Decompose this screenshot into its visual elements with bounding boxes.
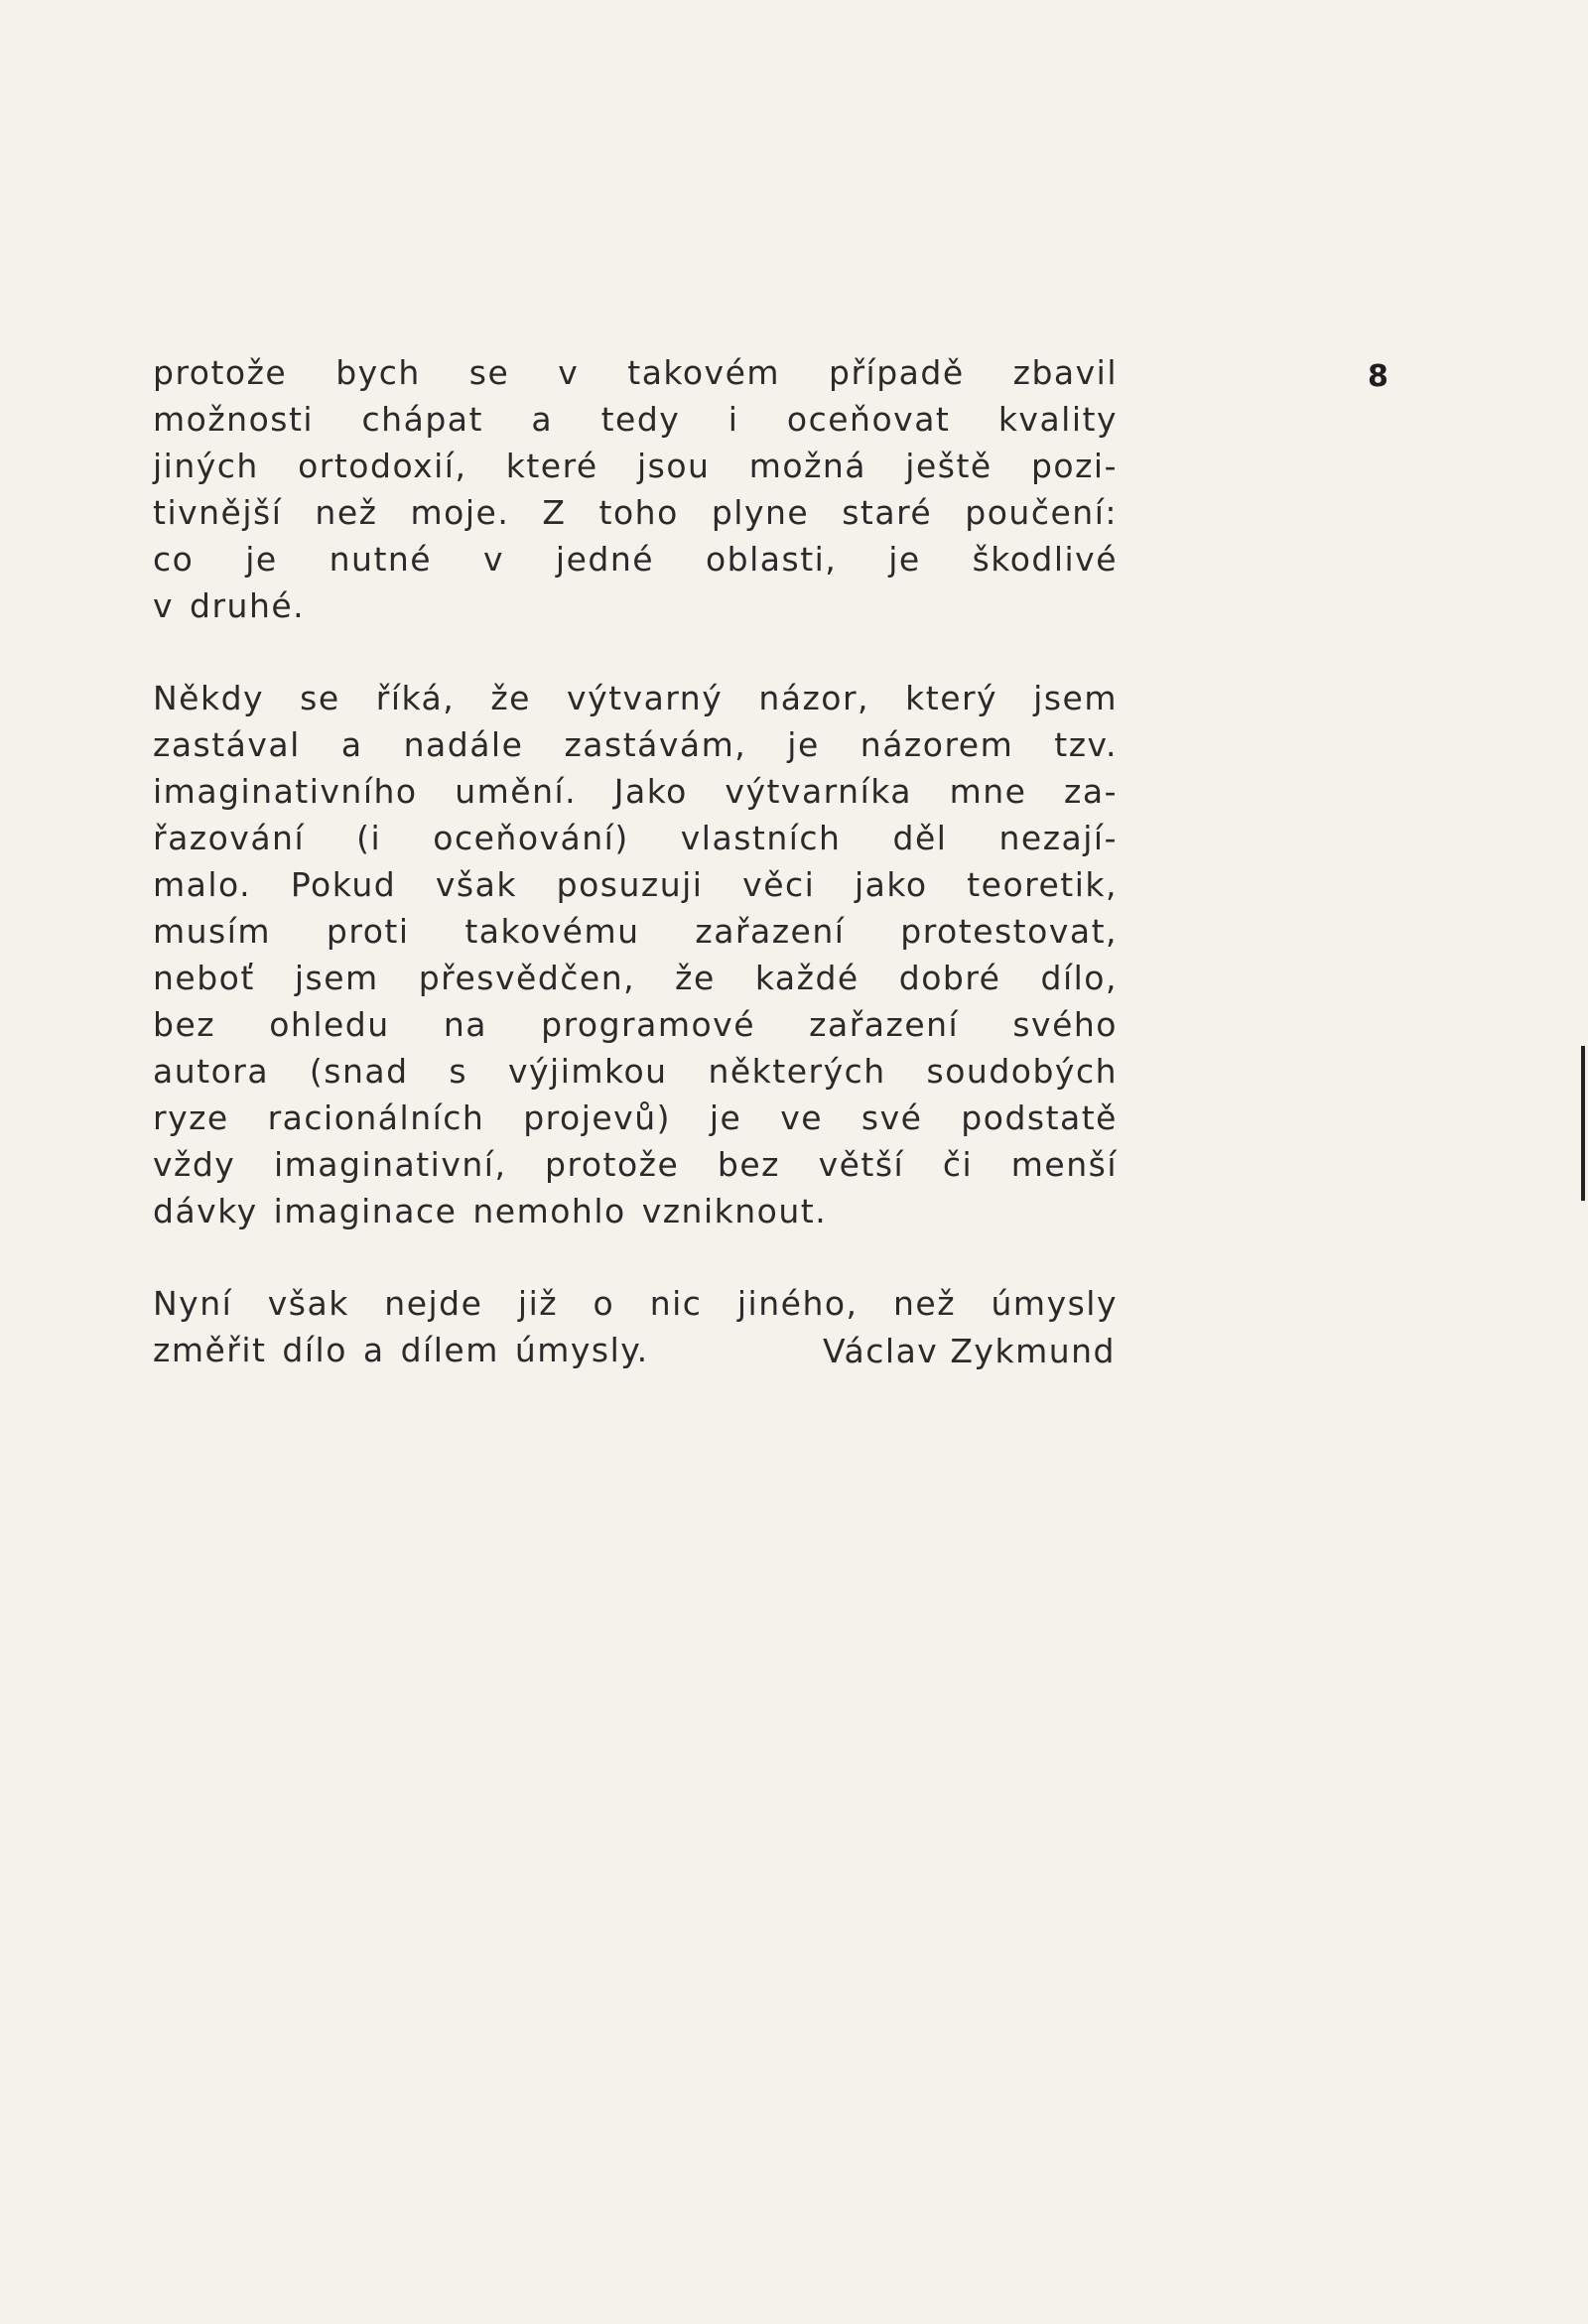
text-line: imaginativního umění. Jako výtvarníka mne za-: [153, 772, 1118, 811]
text-line: řazování (i oceňování) vlastních děl nezají-: [153, 819, 1118, 857]
page-edge-mark: [1581, 1046, 1585, 1201]
text-line: Nyní však nejde již o nic jiného, než úmysly: [153, 1284, 1118, 1323]
text-line: bez ohledu na programové zařazení svého: [153, 1005, 1118, 1044]
text-line: v druhé.: [153, 586, 306, 625]
text-line: jiných ortodoxií, které jsou možná ještě pozi-: [153, 447, 1118, 485]
text-line: změřit dílo a dílem úmysly.: [153, 1331, 649, 1369]
body-text: [153, 349, 1118, 1419]
text-line: dávky imaginace nemohlo vzniknout.: [153, 1192, 828, 1230]
text-line: zastával a nadále zastávám, je názorem tzv.: [153, 725, 1118, 764]
text-line: autora (snad s výjimkou některých soudobých: [153, 1052, 1118, 1091]
text-line: protože bych se v takovém případě zbavil: [153, 353, 1118, 392]
text-line: ryze racionálních projevů) je ve své podstatě: [153, 1098, 1118, 1137]
author-signature: Václav Zykmund: [823, 1332, 1116, 1370]
text-line: Někdy se říká, že výtvarný názor, který jsem: [153, 679, 1118, 717]
text-line: co je nutné v jedné oblasti, je škodlivé: [153, 540, 1118, 579]
paragraph-1: [153, 349, 1118, 629]
page-number: 8: [1368, 359, 1389, 394]
text-line: možnosti chápat a tedy i oceňovat kvality: [153, 400, 1118, 439]
text-line: malo. Pokud však posuzuji věci jako teoretik,: [153, 865, 1118, 904]
text-line: vždy imaginativní, protože bez větší či menší: [153, 1145, 1118, 1184]
paragraph-2: [153, 675, 1118, 1234]
text-line: neboť jsem přesvědčen, že každé dobré dílo,: [153, 959, 1118, 997]
text-line: tivnější než moje. Z toho plyne staré poučení:: [153, 493, 1118, 532]
text-line: musím proti takovému zařazení protestovat,: [153, 912, 1118, 951]
